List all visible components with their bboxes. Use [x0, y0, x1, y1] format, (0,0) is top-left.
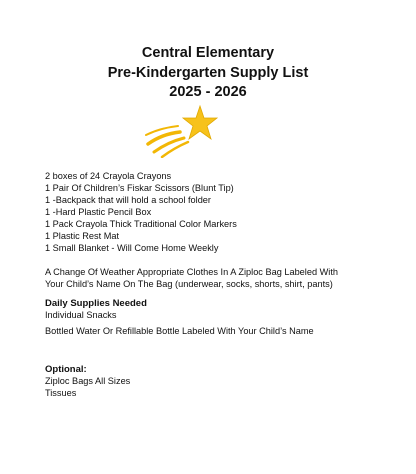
daily-item: Individual Snacks: [45, 310, 117, 320]
list-item: 1 -Hard Plastic Pencil Box: [45, 207, 152, 217]
supply-list: [45, 170, 237, 254]
clothes-note: [45, 266, 405, 290]
list-item: 1 Pack Crayola Thick Traditional Color Markers: [45, 219, 237, 229]
optional-item: Tissues: [45, 388, 77, 398]
list-item: 1 Plastic Rest Mat: [45, 231, 120, 241]
clothes-note-line: Your Child’s Name On The Bag (underwear, socks, shorts, shirt, pants): [45, 279, 333, 289]
list-item: 1 Pair Of Children’s Fiskar Scissors (Blunt Tip): [45, 183, 234, 193]
list-item: 1 -Backpack that will hold a school folder: [45, 195, 211, 205]
daily-item: Bottled Water Or Refillable Bottle Labeled With Your Child’s Name: [45, 326, 314, 336]
clothes-note-line: A Change Of Weather Appropriate Clothes In A Ziploc Bag Labeled With: [45, 267, 338, 277]
list-title: Pre-Kindergarten Supply List: [107, 65, 309, 81]
optional-heading: Optional:: [45, 364, 87, 375]
list-item: 1 Small Blanket - Will Come Home Weekly: [45, 243, 219, 253]
shooting-star-icon: [144, 104, 220, 158]
optional-item: Ziploc Bags All Sizes: [45, 376, 131, 386]
school-name: Central Elementary: [141, 45, 275, 61]
list-item: 2 boxes of 24 Crayola Crayons: [45, 171, 172, 181]
daily-supplies-heading: Daily Supplies Needed: [45, 298, 147, 309]
school-year: 2025 - 2026: [169, 84, 247, 100]
